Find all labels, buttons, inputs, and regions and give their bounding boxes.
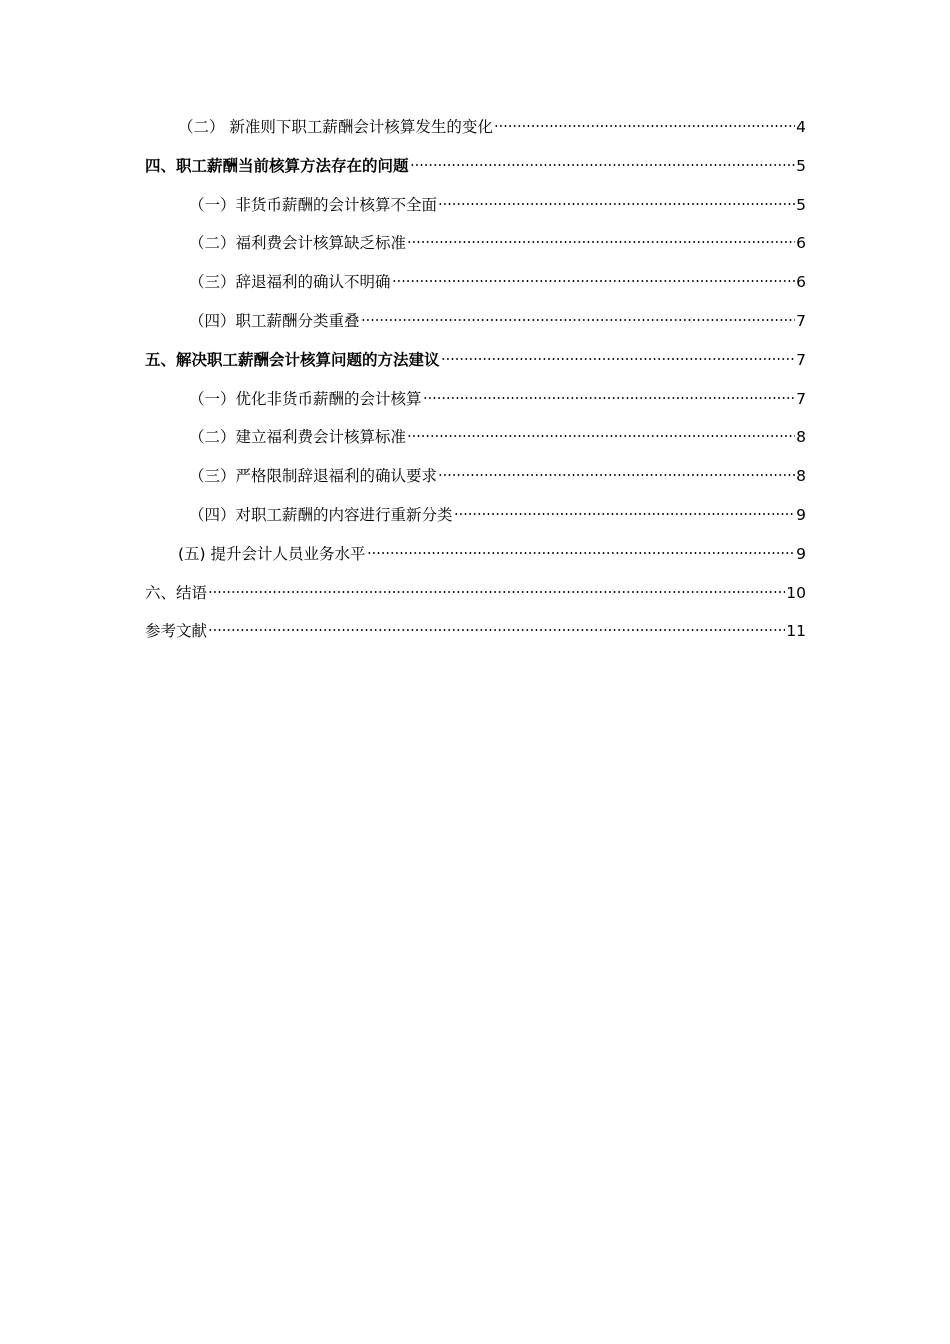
toc-entry[interactable] [145,496,806,535]
toc-dot-leader [407,240,795,244]
toc-dot-leader [438,473,795,477]
toc-entry-title: （二）建立福利费会计核算标准 [189,428,407,447]
toc-entry-title: 四、职工薪酬当前核算方法存在的问题 [145,156,409,175]
toc-page-number: 9 [796,544,806,563]
toc-entry-title: （一）非货币薪酬的会计核算不全面 [189,195,438,214]
toc-entry-title: （四）职工薪酬分类重叠 [189,311,360,330]
toc-entry-title: （三）严格限制辞退福利的确认要求 [189,467,438,486]
toc-entry-title: 六、结语 [145,583,208,602]
toc-dot-leader [208,628,785,632]
toc-page-number: 5 [796,156,806,175]
toc-entry-title: (五) 提升会计人员业务水平 [178,544,366,563]
toc-dot-leader [454,512,795,516]
toc-entry-title: 参考文献 [145,622,208,641]
table-of-contents [145,108,806,651]
toc-entry[interactable] [145,341,806,380]
toc-entry-title: （四）对职工薪酬的内容进行重新分类 [189,505,453,524]
toc-dot-leader [367,551,795,555]
toc-page-number: 10 [786,583,806,602]
toc-page-number: 8 [796,467,806,486]
toc-page-number: 5 [796,195,806,214]
toc-dot-leader [407,434,795,438]
toc-dot-leader [361,318,795,322]
toc-dot-leader [441,357,795,361]
toc-page-number: 7 [796,311,806,330]
toc-dot-leader [392,279,795,283]
toc-page-number: 6 [796,234,806,253]
toc-entry-title: （二） 新准则下职工薪酬会计核算发生的变化 [178,118,493,136]
toc-entry[interactable] [145,574,806,613]
toc-entry[interactable] [145,380,806,419]
toc-entry-title: 五、解决职工薪酬会计核算问题的方法建议 [145,350,440,369]
toc-dot-leader [494,124,795,128]
toc-entry[interactable] [145,535,806,574]
toc-entry[interactable] [145,147,806,186]
toc-entry[interactable] [145,186,806,225]
toc-entry[interactable] [145,108,806,147]
toc-entry[interactable] [145,263,806,302]
toc-page-number: 11 [786,622,806,641]
toc-page-number: 7 [796,350,806,369]
toc-entry[interactable] [145,418,806,457]
toc-dot-leader [208,590,785,594]
toc-page-number: 7 [796,389,806,408]
toc-dot-leader [423,396,795,400]
toc-entry[interactable] [145,224,806,263]
toc-entry-title: （一）优化非货币薪酬的会计核算 [189,389,422,408]
toc-page-number: 4 [796,118,806,136]
toc-entry-title: （三）辞退福利的确认不明确 [189,273,391,292]
toc-entry[interactable] [145,612,806,651]
toc-page-number: 8 [796,428,806,447]
toc-dot-leader [410,163,795,167]
toc-dot-leader [438,202,795,206]
toc-page-number: 6 [796,273,806,292]
toc-page-number: 9 [796,505,806,524]
toc-entry[interactable] [145,302,806,341]
toc-entry[interactable] [145,457,806,496]
toc-entry-title: （二）福利费会计核算缺乏标准 [189,234,407,253]
